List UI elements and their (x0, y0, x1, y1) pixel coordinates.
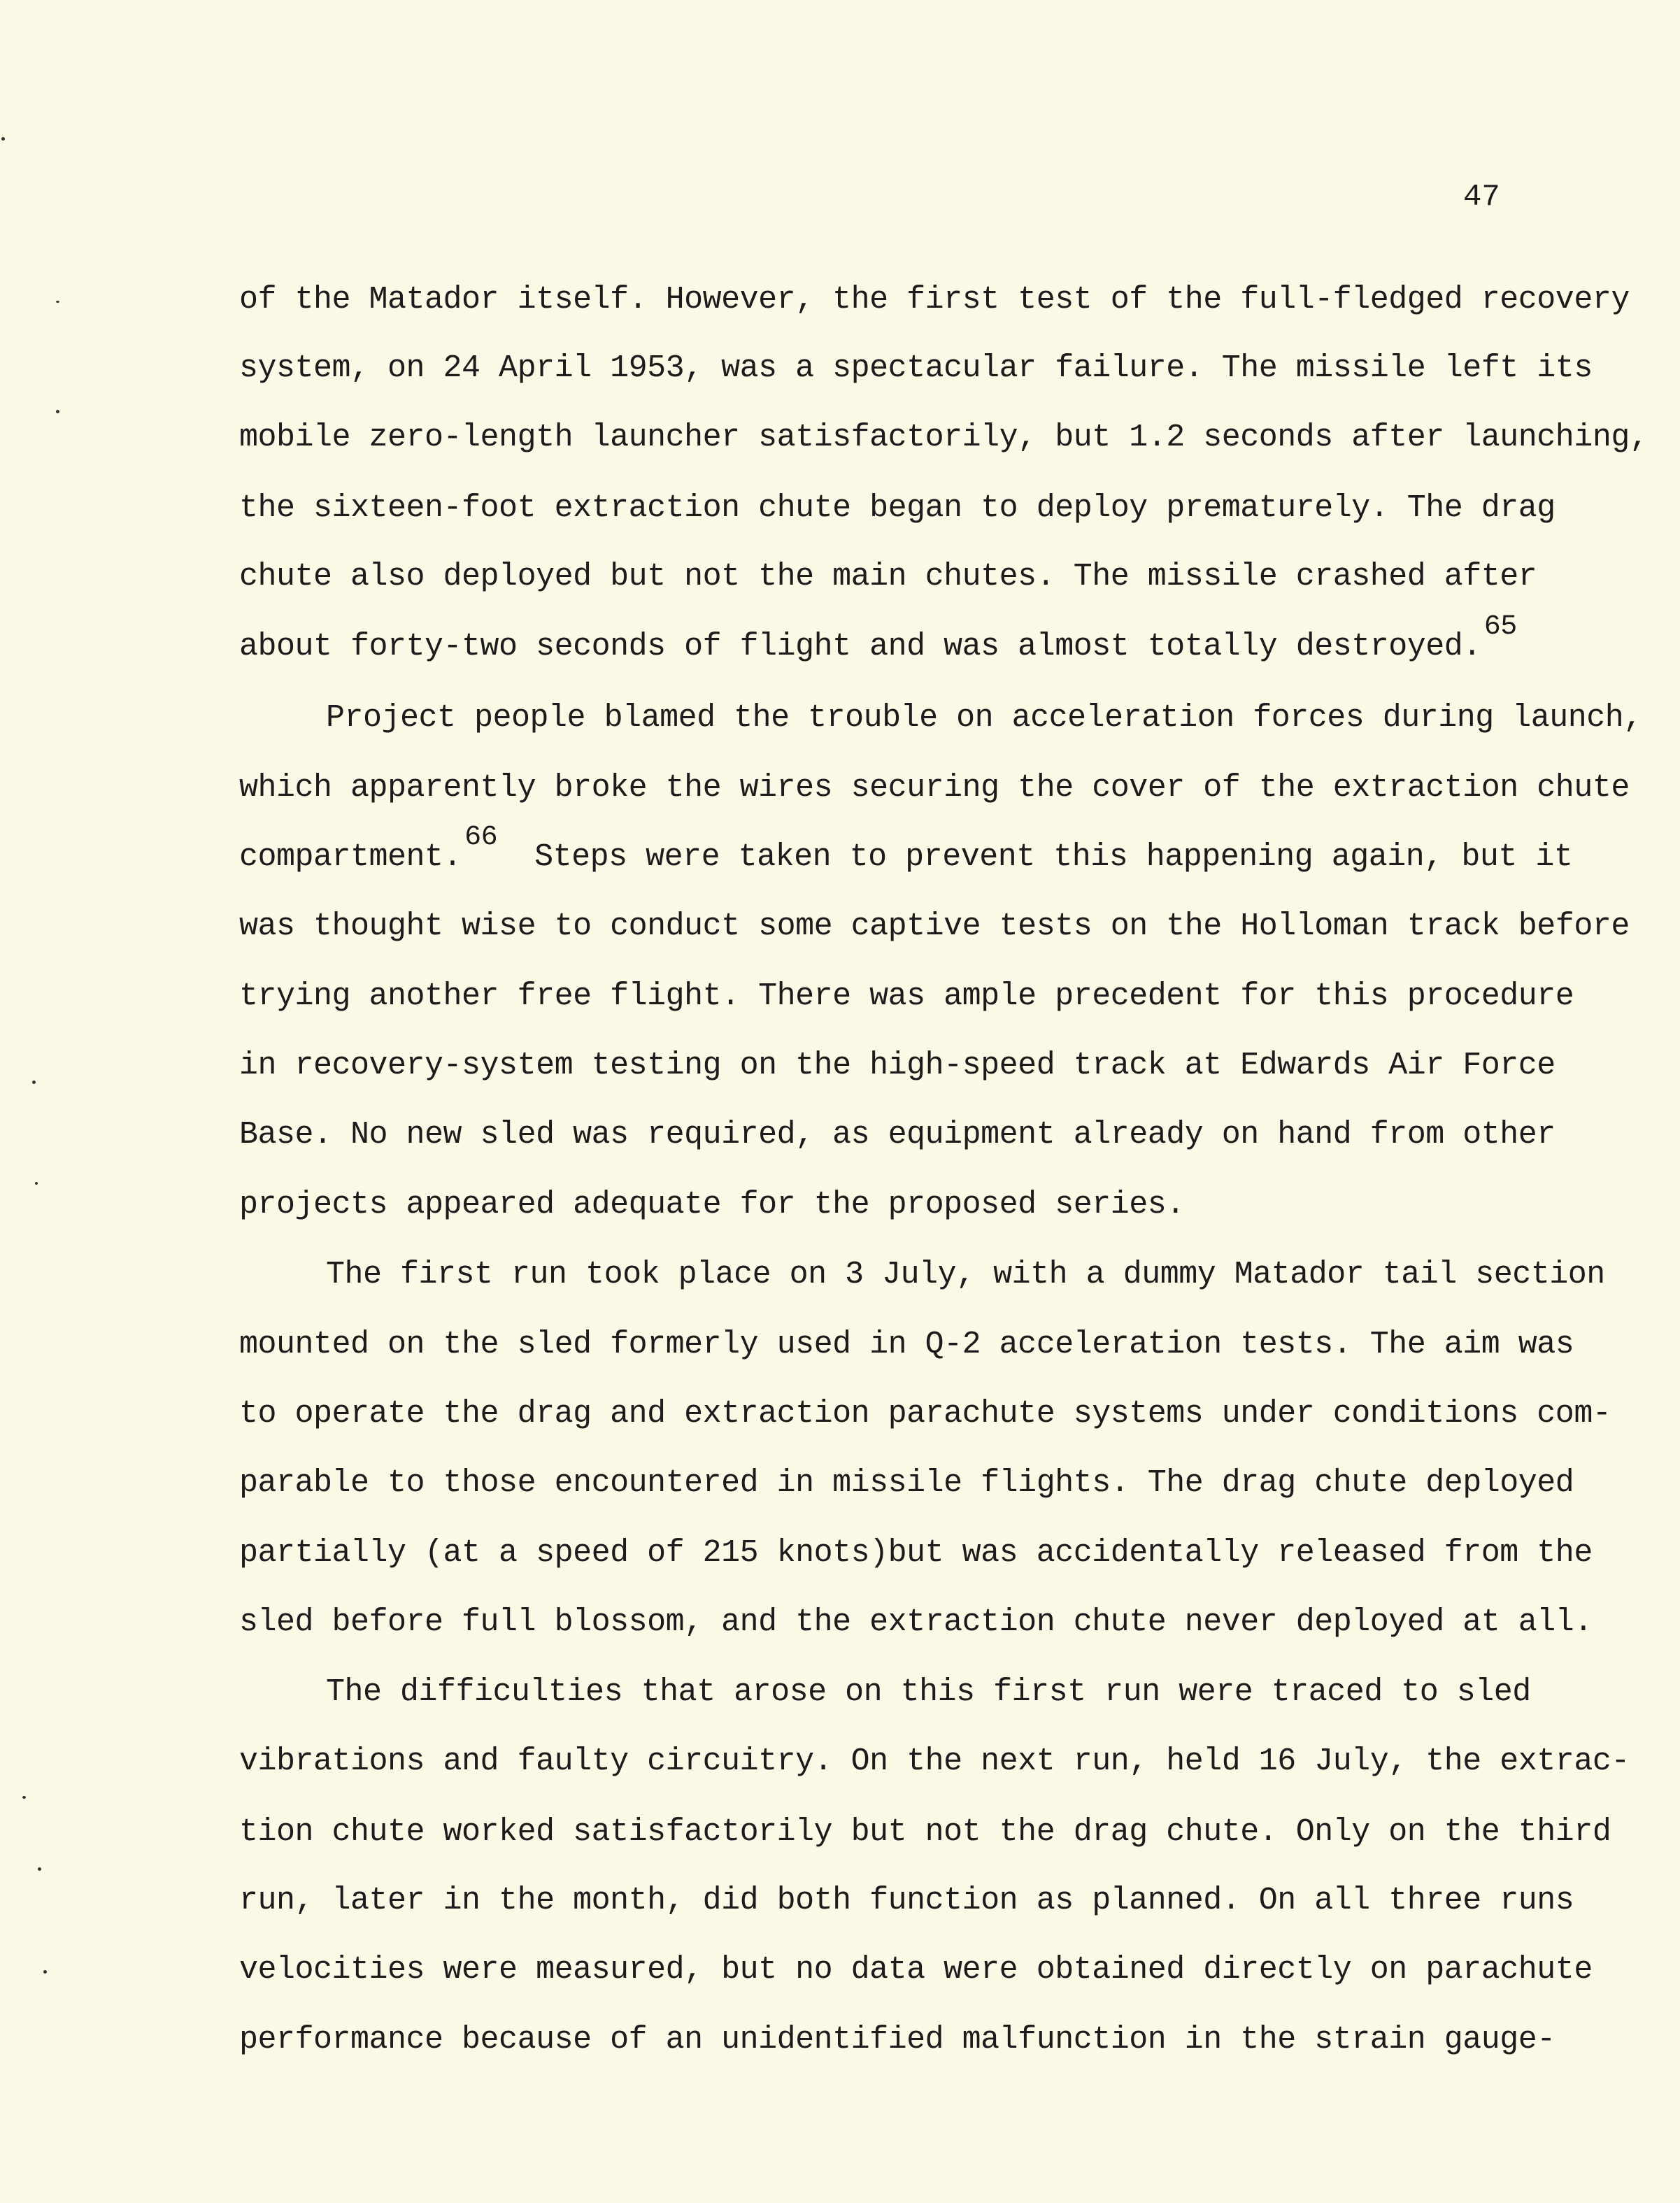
scan-speck (56, 301, 59, 303)
text-line: which apparently broke the wires securing the cover of the extraction chute (239, 770, 1630, 806)
text-line: to operate the drag and extraction parachute systems under conditions com- (239, 1396, 1611, 1432)
text-line: tion chute worked satisfactorily but not the drag chute. Only on the third (239, 1814, 1611, 1850)
text-line: mobile zero-length launcher satisfactorily, but 1.2 seconds after launching, (239, 420, 1649, 455)
text-line: The difficulties that arose on this first run were traced to sled (326, 1674, 1531, 1710)
text-line-with-footnote (239, 611, 1517, 669)
footnote-marker: 65 (1483, 611, 1517, 643)
text-line: of the Matador itself. However, the first test of the full-fledged recovery (239, 282, 1630, 318)
text-line: Project people blamed the trouble on acceleration forces during launch, (326, 700, 1642, 736)
text-segment-spacer (497, 839, 534, 875)
text-line: vibrations and faulty circuitry. On the next run, held 16 July, the extrac- (239, 1744, 1630, 1779)
text-line-with-footnote (239, 822, 1573, 880)
text-line: partially (at a speed of 215 knots)but was accidentally released from the (239, 1535, 1593, 1571)
text-line: performance because of an unidentified malfunction in the strain gauge- (239, 2022, 1556, 2058)
text-line: mounted on the sled formerly used in Q-2 acceleration tests. The aim was (239, 1327, 1574, 1362)
scan-speck (35, 1182, 38, 1185)
text-line: chute also deployed but not the main chutes. The missile crashed after (239, 559, 1537, 594)
text-line: trying another free flight. There was ample precedent for this procedure (239, 978, 1574, 1014)
text-segment: Steps were taken to prevent this happening again, but it (534, 839, 1573, 875)
text-line: the sixteen-foot extraction chute began to deploy prematurely. The drag (239, 490, 1556, 526)
footnote-marker: 66 (464, 822, 498, 853)
scan-speck (1, 137, 5, 141)
text-line: system, on 24 April 1953, was a spectacular failure. The missile left its (239, 350, 1593, 386)
scan-speck (43, 1970, 47, 1974)
text-line: was thought wise to conduct some captive tests on the Holloman track before (239, 908, 1630, 944)
scan-speck (32, 1081, 36, 1084)
page-number: 47 (1463, 180, 1500, 215)
text-line: parable to those encountered in missile flights. The drag chute deployed (239, 1465, 1574, 1501)
text-line: run, later in the month, did both function as planned. On all three runs (239, 1883, 1574, 1918)
scan-speck (38, 1867, 41, 1871)
text-line: in recovery-system testing on the high-speed track at Edwards Air Force (239, 1048, 1556, 1083)
scan-speck (22, 1796, 26, 1799)
text-segment: about forty-two seconds of flight and was almost totally destroyed. (239, 629, 1481, 664)
text-line: The first run took place on 3 July, with a dummy Matador tail section (326, 1257, 1605, 1292)
text-segment: compartment. (239, 839, 462, 875)
text-line: projects appeared adequate for the proposed series. (239, 1187, 1185, 1222)
text-line: velocities were measured, but no data were obtained directly on parachute (239, 1952, 1593, 1988)
text-line: Base. No new sled was required, as equipment already on hand from other (239, 1117, 1556, 1153)
scan-speck (56, 410, 59, 413)
text-line: sled before full blossom, and the extraction chute never deployed at all. (239, 1604, 1593, 1640)
